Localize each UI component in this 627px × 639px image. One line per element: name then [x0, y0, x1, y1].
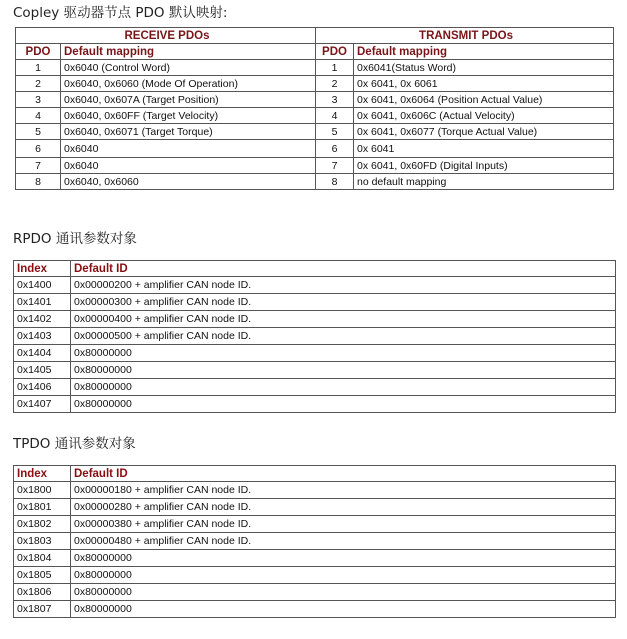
transmit-col-mapping: Default mapping — [354, 44, 614, 60]
pdo-row-7 — [16, 158, 614, 174]
transmit-pdo-number: 3 — [316, 92, 354, 108]
transmit-col-pdo: PDO — [316, 44, 354, 60]
default-id-cell: 0x00000300 + amplifier CAN node ID. — [71, 294, 616, 311]
transmit-pdo-number: 4 — [316, 108, 354, 124]
transmit-pdo-mapping: 0x 6041, 0x6077 (Torque Actual Value) — [354, 124, 614, 140]
index-cell: 0x1800 — [14, 482, 71, 499]
pdo-row-5 — [16, 124, 614, 140]
table-row — [14, 584, 616, 601]
rpdo-table — [13, 260, 616, 413]
index-cell: 0x1406 — [14, 379, 71, 396]
receive-pdo-mapping: 0x6040, 0x60FF (Target Velocity) — [61, 108, 316, 124]
table-row — [14, 396, 616, 413]
transmit-pdo-mapping: 0x 6041, 0x60FD (Digital Inputs) — [354, 158, 614, 174]
index-cell: 0x1802 — [14, 516, 71, 533]
pdo-row-2 — [16, 76, 614, 92]
rpdo-col-default-id: Default ID — [71, 261, 616, 277]
tpdo-heading: TPDO 通讯参数对象 — [13, 436, 136, 452]
table-row — [14, 345, 616, 362]
pdo-row-6 — [16, 140, 614, 158]
table-row — [14, 362, 616, 379]
page-title: Copley 驱动器节点 PDO 默认映射: — [13, 5, 228, 21]
default-id-cell: 0x80000000 — [71, 379, 616, 396]
index-cell: 0x1407 — [14, 396, 71, 413]
receive-pdo-mapping: 0x6040, 0x6060 (Mode Of Operation) — [61, 76, 316, 92]
transmit-pdo-number: 8 — [316, 174, 354, 190]
transmit-pdo-mapping: no default mapping — [354, 174, 614, 190]
default-id-cell: 0x80000000 — [71, 550, 616, 567]
index-cell: 0x1401 — [14, 294, 71, 311]
table-row — [14, 379, 616, 396]
transmit-pdo-mapping: 0x 6041 — [354, 140, 614, 158]
default-id-cell: 0x00000400 + amplifier CAN node ID. — [71, 311, 616, 328]
default-id-cell: 0x00000280 + amplifier CAN node ID. — [71, 499, 616, 516]
receive-pdo-number: 1 — [16, 60, 61, 76]
receive-pdo-mapping: 0x6040 — [61, 140, 316, 158]
table-row — [14, 277, 616, 294]
table-row — [14, 328, 616, 345]
receive-pdo-number: 8 — [16, 174, 61, 190]
table-row — [14, 311, 616, 328]
transmit-pdo-number: 6 — [316, 140, 354, 158]
transmit-pdos-header: TRANSMIT PDOs — [316, 28, 614, 44]
table-row — [14, 567, 616, 584]
receive-col-mapping: Default mapping — [61, 44, 316, 60]
tpdo-table — [13, 465, 616, 618]
pdo-row-4 — [16, 108, 614, 124]
receive-pdo-mapping: 0x6040, 0x6071 (Target Torque) — [61, 124, 316, 140]
table-row — [14, 516, 616, 533]
pdo-row-3 — [16, 92, 614, 108]
default-id-cell: 0x00000500 + amplifier CAN node ID. — [71, 328, 616, 345]
index-cell: 0x1801 — [14, 499, 71, 516]
receive-pdos-header: RECEIVE PDOs — [16, 28, 316, 44]
table-row — [14, 550, 616, 567]
pdo-row-1 — [16, 60, 614, 76]
receive-pdo-number: 2 — [16, 76, 61, 92]
transmit-pdo-mapping: 0x6041(Status Word) — [354, 60, 614, 76]
index-cell: 0x1405 — [14, 362, 71, 379]
index-cell: 0x1404 — [14, 345, 71, 362]
receive-pdo-mapping: 0x6040 (Control Word) — [61, 60, 316, 76]
transmit-pdo-mapping: 0x 6041, 0x6064 (Position Actual Value) — [354, 92, 614, 108]
default-id-cell: 0x00000180 + amplifier CAN node ID. — [71, 482, 616, 499]
transmit-pdo-number: 1 — [316, 60, 354, 76]
index-cell: 0x1803 — [14, 533, 71, 550]
default-id-cell: 0x80000000 — [71, 567, 616, 584]
default-id-cell: 0x80000000 — [71, 345, 616, 362]
index-cell: 0x1805 — [14, 567, 71, 584]
receive-pdo-number: 5 — [16, 124, 61, 140]
index-cell: 0x1806 — [14, 584, 71, 601]
default-id-cell: 0x00000200 + amplifier CAN node ID. — [71, 277, 616, 294]
table-row — [14, 294, 616, 311]
index-cell: 0x1402 — [14, 311, 71, 328]
index-cell: 0x1403 — [14, 328, 71, 345]
receive-pdo-number: 6 — [16, 140, 61, 158]
default-id-cell: 0x00000480 + amplifier CAN node ID. — [71, 533, 616, 550]
pdo-mapping-table — [15, 27, 614, 190]
receive-col-pdo: PDO — [16, 44, 61, 60]
receive-pdo-number: 3 — [16, 92, 61, 108]
index-cell: 0x1400 — [14, 277, 71, 294]
index-cell: 0x1804 — [14, 550, 71, 567]
default-id-cell: 0x00000380 + amplifier CAN node ID. — [71, 516, 616, 533]
transmit-pdo-mapping: 0x 6041, 0x 6061 — [354, 76, 614, 92]
transmit-pdo-number: 2 — [316, 76, 354, 92]
table-row — [14, 533, 616, 550]
table-row — [14, 601, 616, 618]
table-row — [14, 499, 616, 516]
tpdo-col-default-id: Default ID — [71, 466, 616, 482]
table-row — [14, 482, 616, 499]
receive-pdo-mapping: 0x6040, 0x607A (Target Position) — [61, 92, 316, 108]
transmit-pdo-number: 7 — [316, 158, 354, 174]
rpdo-heading: RPDO 通讯参数对象 — [13, 231, 137, 247]
tpdo-col-index: Index — [14, 466, 71, 482]
receive-pdo-number: 7 — [16, 158, 61, 174]
index-cell: 0x1807 — [14, 601, 71, 618]
pdo-row-8 — [16, 174, 614, 190]
receive-pdo-mapping: 0x6040, 0x6060 — [61, 174, 316, 190]
default-id-cell: 0x80000000 — [71, 584, 616, 601]
transmit-pdo-mapping: 0x 6041, 0x606C (Actual Velocity) — [354, 108, 614, 124]
receive-pdo-number: 4 — [16, 108, 61, 124]
default-id-cell: 0x80000000 — [71, 362, 616, 379]
rpdo-col-index: Index — [14, 261, 71, 277]
transmit-pdo-number: 5 — [316, 124, 354, 140]
receive-pdo-mapping: 0x6040 — [61, 158, 316, 174]
default-id-cell: 0x80000000 — [71, 601, 616, 618]
default-id-cell: 0x80000000 — [71, 396, 616, 413]
